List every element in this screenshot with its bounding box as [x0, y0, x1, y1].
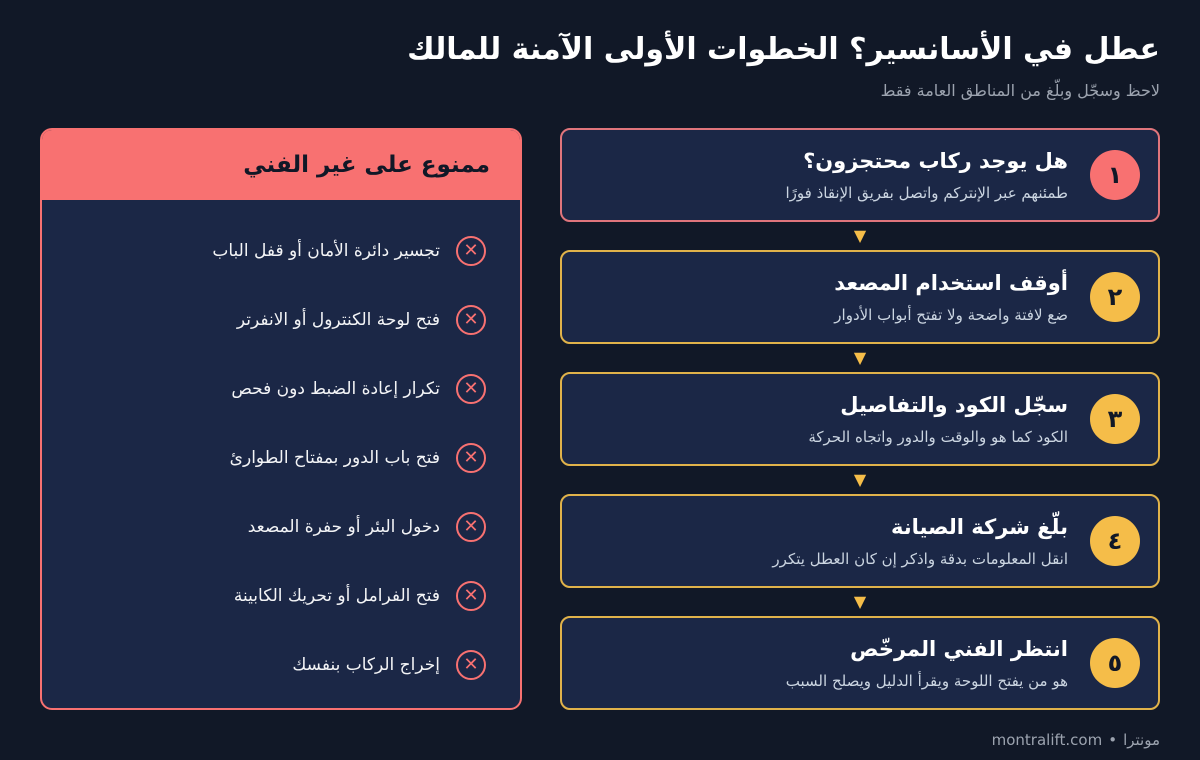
step-card-1 [560, 128, 1160, 222]
step-description: انقل المعلومات بدقة واذكر إن كان العطل يتكرر [772, 550, 1068, 568]
forbidden-item-label: تكرار إعادة الضبط دون فحص [231, 378, 440, 399]
x-circle-icon: ✕ [456, 581, 486, 611]
forbidden-item-label: تجسير دائرة الأمان أو قفل الباب [212, 240, 440, 261]
forbidden-item-label: فتح لوحة الكنترول أو الانفرتر [236, 309, 440, 330]
arrow-down-icon: ▼ [853, 470, 867, 489]
footer [992, 730, 1160, 750]
forbidden-item [42, 285, 520, 354]
x-circle-icon: ✕ [456, 512, 486, 542]
forbidden-item-label: دخول البئر أو حفرة المصعد [247, 516, 440, 537]
step-number-badge: ٢ [1090, 272, 1140, 322]
steps-list [560, 128, 1160, 710]
step-description: الكود كما هو والوقت والدور واتجاه الحركة [808, 428, 1068, 446]
step-number-badge: ٥ [1090, 638, 1140, 688]
page-subtitle: لاحظ وسجّل وبلّغ من المناطق العامة فقط [880, 81, 1160, 100]
arrow-down-icon: ▼ [853, 592, 867, 611]
forbidden-item [42, 492, 520, 561]
step-description: طمئنهم عبر الإنتركم واتصل بفريق الإنقاذ فورًا [785, 184, 1068, 202]
x-circle-icon: ✕ [456, 236, 486, 266]
step-card-4 [560, 494, 1160, 588]
step-title: سجّل الكود والتفاصيل [840, 393, 1068, 417]
x-circle-icon: ✕ [456, 650, 486, 680]
forbidden-panel-title: ممنوع على غير الفني [42, 130, 520, 200]
step-description: ضع لافتة واضحة ولا تفتح أبواب الأدوار [834, 306, 1068, 324]
step-card-3 [560, 372, 1160, 466]
step-number-badge: ٤ [1090, 516, 1140, 566]
arrow-down-icon: ▼ [853, 348, 867, 367]
footer-domain: montralift.com [991, 731, 1103, 749]
step-title: أوقف استخدام المصعد [834, 271, 1068, 295]
forbidden-item-label: فتح باب الدور بمفتاح الطوارئ [229, 447, 440, 468]
forbidden-item-label: إخراج الركاب بنفسك [292, 654, 440, 675]
step-description: هو من يفتح اللوحة ويقرأ الدليل ويصلح السبب [785, 672, 1068, 690]
page-title: عطل في الأسانسير؟ الخطوات الأولى الآمنة للمالك [407, 32, 1160, 67]
forbidden-item [42, 423, 520, 492]
x-circle-icon: ✕ [456, 443, 486, 473]
forbidden-item [42, 354, 520, 423]
forbidden-item-label: فتح الفرامل أو تحريك الكابينة [233, 585, 440, 606]
step-card-2 [560, 250, 1160, 344]
step-card-5 [560, 616, 1160, 710]
forbidden-panel [40, 128, 522, 710]
step-title: انتظر الفني المرخّص [850, 637, 1068, 661]
arrow-down-icon: ▼ [853, 226, 867, 245]
forbidden-item [42, 216, 520, 285]
step-number-badge: ١ [1090, 150, 1140, 200]
step-title: هل يوجد ركاب محتجزون؟ [803, 149, 1068, 173]
step-title: بلّغ شركة الصيانة [891, 515, 1068, 539]
forbidden-item [42, 561, 520, 630]
forbidden-item [42, 630, 520, 699]
step-number-badge: ٣ [1090, 394, 1140, 444]
x-circle-icon: ✕ [456, 374, 486, 404]
footer-separator: • [1108, 731, 1118, 749]
footer-brand: مونترا [1123, 731, 1160, 749]
x-circle-icon: ✕ [456, 305, 486, 335]
forbidden-list [42, 200, 520, 699]
